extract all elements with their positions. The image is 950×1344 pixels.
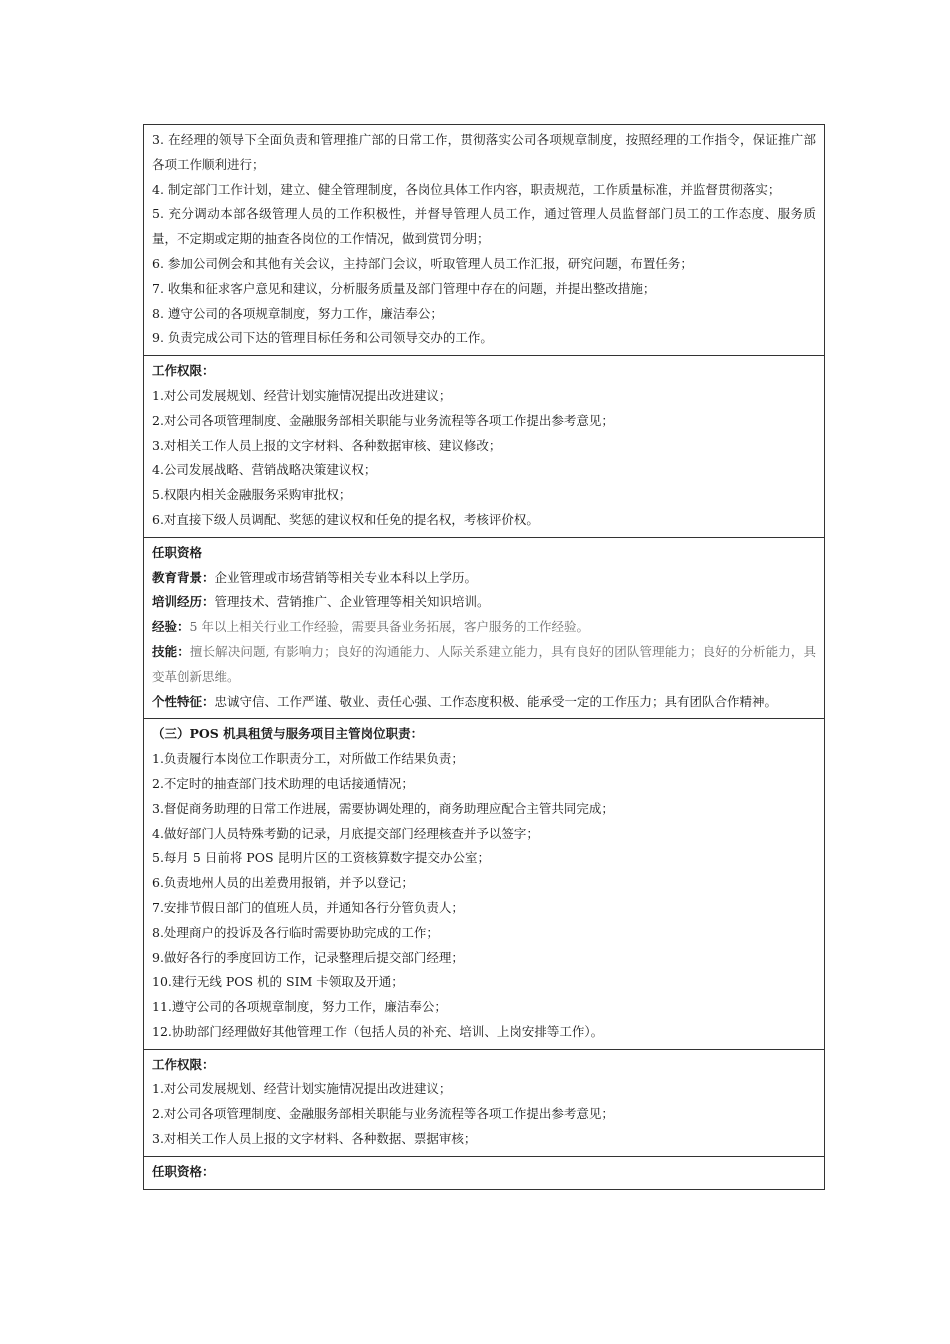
personality-line [152, 690, 816, 715]
authority-item: 5.权限内相关金融服务采购审批权； [152, 487, 352, 503]
duty-item-7: 7. 收集和征求客户意见和建议，分析服务质量及部门管理中存在的问题，并提出整改措施； [152, 280, 656, 296]
duty-item-8: 8. 遵守公司的各项规章制度，努力工作，廉洁奉公； [152, 305, 443, 321]
duty-item-3: 3. 在经理的领导下全面负责和管理推广部的日常工作，贯彻落实公司各项规章制度，按照经理的工作指令，保证推广部各项工作顺利进行； [152, 132, 816, 172]
duties-continued-cell [144, 125, 825, 356]
pos-duty-item: 3.督促商务助理的日常工作进展，需要协调处理的，商务助理应配合主管共同完成； [152, 800, 614, 816]
experience-label: 经验： [152, 619, 190, 635]
qualification-cell-2 [144, 1156, 825, 1189]
duty-item-4: 4. 制定部门工作计划，建立、健全管理制度，各岗位具体工作内容，职责规范，工作质量标准，并监督贯彻落实； [152, 181, 781, 197]
authority-item: 1.对公司发展规划、经营计划实施情况提出改进建议； [152, 387, 452, 403]
duty-item-5: 5. 充分调动本部各级管理人员的工作积极性，并督导管理人员工作，通过管理人员监督部门员工的工作态度、服务质量，不定期或定期的抽查各岗位的工作情况，做到赏罚分明； [152, 206, 816, 247]
job-description-table [143, 124, 825, 1190]
pos-duty-item: 5.每月 5 日前将 POS 昆明片区的工资核算数字提交办公室； [152, 850, 490, 866]
pos-duties-row [144, 719, 825, 1049]
pos-duty-item: 8.处理商户的投诉及各行临时需要协助完成的工作； [152, 924, 439, 940]
personality-text: 忠诚守信、工作严谨、敬业、责任心强、工作态度积极、能承受一定的工作压力；具有团队合作精神。 [214, 693, 778, 709]
document-page [143, 124, 825, 1190]
pos-duty-item: 6.负责地州人员的出差费用报销，并予以登记； [152, 875, 414, 891]
skills-label: 技能： [152, 643, 190, 659]
qualification-title-1: 任职资格 [152, 544, 203, 560]
education-line [152, 566, 816, 591]
experience-text: 5 年以上相关行业工作经验，需要具备业务拓展，客户服务的工作经验。 [189, 619, 589, 635]
pos-duties-cell [144, 719, 825, 1049]
education-label: 教育背景： [152, 569, 215, 585]
qualification-cell-1 [144, 537, 825, 719]
authority-item: 1.对公司发展规划、经营计划实施情况提出改进建议； [152, 1081, 452, 1097]
personality-label: 个性特征： [152, 693, 215, 709]
authority-item: 3.对相关工作人员上报的文字材料、各种数据、票据审核； [152, 1131, 477, 1147]
training-line [152, 590, 816, 615]
authority-item: 3.对相关工作人员上报的文字材料、各种数据审核、建议修改； [152, 437, 502, 453]
authority-item: 2.对公司各项管理制度、金融服务部相关职能与业务流程等各项工作提出参考意见； [152, 1106, 614, 1122]
experience-line [152, 615, 816, 640]
training-label: 培训经历： [152, 594, 215, 610]
training-text: 管理技术、营销推广、企业管理等相关知识培训。 [214, 594, 490, 610]
authority-title-1: 工作权限： [152, 363, 215, 379]
pos-duties-title: （三）POS 机具租赁与服务项目主管岗位职责： [152, 726, 424, 742]
education-text: 企业管理或市场营销等相关专业本科以上学历。 [214, 569, 478, 585]
qualification-row-1 [144, 537, 825, 719]
authority-cell-2 [144, 1049, 825, 1156]
authority-item: 4.公司发展战略、营销战略决策建议权； [152, 462, 377, 478]
duty-item-9: 9. 负责完成公司下达的管理目标任务和公司领导交办的工作。 [152, 330, 493, 346]
qualification-row-2 [144, 1156, 825, 1189]
pos-duty-item: 10.建行无线 POS 机的 SIM 卡领取及开通； [152, 974, 404, 990]
authority-row-1 [144, 356, 825, 538]
pos-duty-item: 12.协助部门经理做好其他管理工作（包括人员的补充、培训、上岗安排等工作）。 [152, 1023, 604, 1039]
authority-item: 6.对直接下级人员调配、奖惩的建议权和任免的提名权，考核评价权。 [152, 511, 539, 527]
pos-duty-item: 7.安排节假日部门的值班人员，并通知各行分管负责人； [152, 899, 464, 915]
qualification-title-2: 任职资格： [152, 1163, 215, 1179]
authority-cell-1 [144, 356, 825, 538]
pos-duty-item: 1.负责履行本岗位工作职责分工，对所做工作结果负责； [152, 751, 464, 767]
authority-row-2 [144, 1049, 825, 1156]
skills-text: 擅长解决问题, 有影响力；良好的沟通能力、人际关系建立能力，具有良好的团队管理能力；良好的分析能力，具变革创新思维。 [152, 643, 816, 684]
duty-item-6: 6. 参加公司例会和其他有关会议，主持部门会议，听取管理人员工作汇报，研究问题，布置任务； [152, 255, 693, 271]
authority-title-2: 工作权限： [152, 1056, 215, 1072]
pos-duty-item: 9.做好各行的季度回访工作，记录整理后提交部门经理； [152, 949, 464, 965]
skills-line [152, 640, 816, 690]
pos-duty-item: 4.做好部门人员特殊考勤的记录，月底提交部门经理核查并予以签字； [152, 825, 539, 841]
pos-duty-item: 11.遵守公司的各项规章制度，努力工作，廉洁奉公； [152, 999, 447, 1015]
authority-item: 2.对公司各项管理制度、金融服务部相关职能与业务流程等各项工作提出参考意见； [152, 412, 614, 428]
pos-duty-item: 2.不定时的抽查部门技术助理的电话接通情况； [152, 775, 414, 791]
duties-continued-row [144, 125, 825, 356]
